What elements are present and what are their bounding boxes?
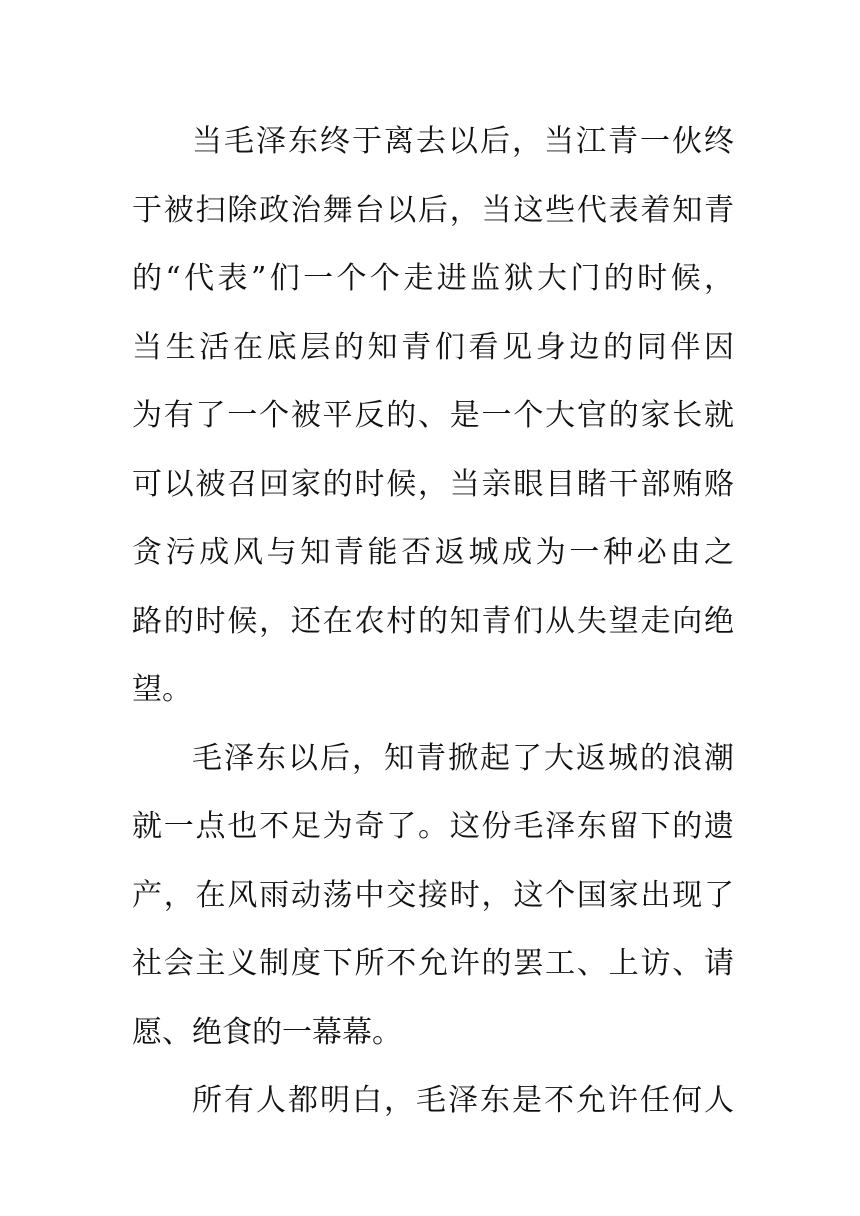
paragraph-line: 望。 xyxy=(132,672,192,707)
paragraph-line: 社会主义制度下所不允许的罢工、上访、请 xyxy=(132,946,734,981)
paragraph-line: 就一点也不足为奇了。这份毛泽东留下的遗 xyxy=(132,809,734,844)
paragraph-line: 可以被召回家的时候，当亲眼目睹干部贿赂 xyxy=(132,466,734,502)
paragraph-3 xyxy=(132,1067,734,1136)
paragraph-line: 毛泽东以后，知青掀起了大返城的浪潮 xyxy=(192,740,734,776)
paragraph-line: 的“代表”们一个个走进监狱大门的时候， xyxy=(132,261,734,296)
paragraph-line: 于被扫除政治舞台以后，当这些代表着知青 xyxy=(132,192,734,228)
paragraph-line: 当毛泽东终于离去以后，当江青一伙终 xyxy=(192,124,734,159)
paragraph-2 xyxy=(132,725,734,1068)
paragraph-line: 为有了一个被平反的、是一个大官的家长就 xyxy=(132,398,734,433)
paragraph-line: 当生活在底层的知青们看见身边的同伴因 xyxy=(132,329,734,365)
paragraph-line: 产，在风雨动荡中交接时，这个国家出现了 xyxy=(132,877,734,913)
paragraph-line: 愿、绝食的一幕幕。 xyxy=(132,1014,402,1050)
paragraph-line: 路的时候，还在农村的知青们从失望走向绝 xyxy=(132,603,734,639)
paragraph-line: 所有人都明白，毛泽东是不允许任何人 xyxy=(192,1083,734,1118)
paragraph-1 xyxy=(132,108,734,725)
paragraph-line: 贪污成风与知青能否返城成为一种必由之 xyxy=(132,535,734,570)
body-text xyxy=(132,108,734,1136)
